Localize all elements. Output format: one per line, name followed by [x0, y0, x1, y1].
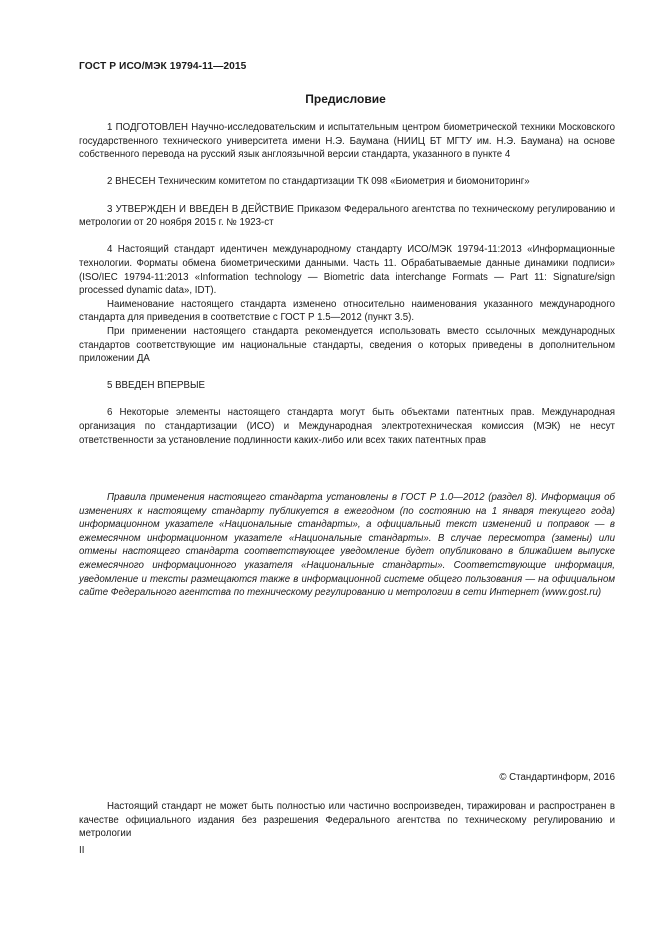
foreword-body [79, 121, 615, 447]
reproduction-text: Настоящий стандарт не может быть полностью или частично воспроизведен, тиражирован и распространен в качестве официального издания без разрешения Федерального агентства по техническому регулированию и метрологии [79, 801, 615, 840]
page-title: Предисловие [305, 92, 386, 106]
paragraph-approved: 3 УТВЕРЖДЕН И ВВЕДЕН В ДЕЙСТВИЕ Приказом Федерального агентства по техническому регулированию и метрологии от 20 ноября 2015 г. № 1923-ст [79, 203, 615, 229]
copyright-line: © Стандартинформ, 2016 [499, 772, 615, 783]
notice-text: Правила применения настоящего стандарта установлены в ГОСТ Р 1.0—2012 (раздел 8). Информация об изменениях к настоящему стандарту публикуется в ежегодном (по состоянию на 1 января текущего года) информационном указателе «Национальные стандарты», а официальный текст изменений и поправок — в ежемесячном информационном указателе «Национальные стандарты». В случае пересмотра (замены) или отмены настоящего стандарта соответствующее уведомление будет опубликовано в ближайшем выпуске ежемесячного информационного указателя «Национальные стандарты». Соответствующие информация, уведомление и тексты размещаются также в информационной системе общего пользования — на официальном сайте Федерального агентства по техническому регулированию и метрологии в сети Интернет (www.gost.ru) [79, 492, 615, 599]
paragraph-name-changed: Наименование настоящего стандарта изменено относительно наименования указанного международного стандарта для приведения в соответствие с ГОСТ Р 1.5—2012 (пункт 3.5). [79, 298, 615, 324]
paragraph-first-introduced: 5 ВВЕДЕН ВПЕРВЫЕ [107, 380, 206, 392]
paragraph-introduced: 2 ВНЕСЕН Техническим комитетом по стандартизации ТК 098 «Биометрия и биомониторинг» [107, 176, 530, 188]
paragraph-references: При применении настоящего стандарта рекомендуется использовать вместо ссылочных международных стандартов соответствующие им национальные стандарты, сведения о которых приведены в дополнительном приложении ДА [79, 325, 615, 365]
page-number: II [79, 845, 85, 856]
paragraph-identical: 4 Настоящий стандарт идентичен международному стандарту ИСО/МЭК 19794-11:2013 «Информационные технологии. Форматы обмена биометрическими данными. Часть 11. Обрабатываемые данные динамики подписи» (ISO/IEC 19794-11:2013 «Information technology — Biometric data interchange Formats — Part 11: Signature/sign processed dynamic data», IDT). [79, 244, 615, 297]
application-rules-notice [79, 491, 615, 600]
document-header-code: ГОСТ Р ИСО/МЭК 19794-11—2015 [79, 61, 247, 72]
paragraph-prepared: 1 ПОДГОТОВЛЕН Научно-исследовательским и испытательным центром биометрической техники Московского государственного технического университета имени Н.Э. Баумана (НИИЦ БТ МГТУ им. Н.Э. Баумана) на основе собственного перевода на русский язык англоязычной версии стандарта, указанного в пункте 4 [79, 122, 615, 161]
paragraph-patents: 6 Некоторые элементы настоящего стандарта могут быть объектами патентных прав. Международная организация по стандартизации (ИСО) и Международная электротехническая комиссия (МЭК) не несут ответственности за установление подлинности каких-либо или всех таких патентных прав [79, 407, 615, 446]
reproduction-notice [79, 800, 615, 841]
